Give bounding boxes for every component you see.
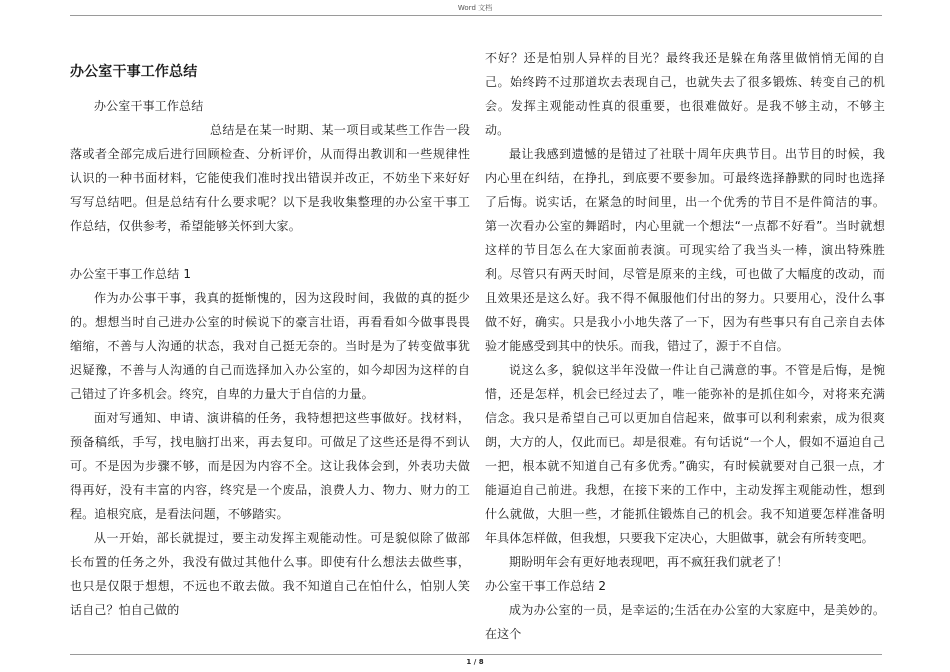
body-paragraph: 成为办公室的一员，是幸运的;生活在办公室的大家庭中，是美妙的。在这个: [485, 603, 885, 641]
body-paragraph: 面对写通知、申请、演讲稿的任务，我特想把这些事做好。找材料，预备稿纸，手写，找电脑打出来，再去复印。可做足了这些还是得不到认可。不是因为步骤不够，而是因为内容不全。这让我体会到，外表功夫做得再好，没有丰富的内容，终究是一个废品，浪费人力、物力、财力的工程。追根究底，是看法问题，不够踏实。: [70, 411, 470, 521]
body-paragraph: 期盼明年会有更好地表现吧，再不疯狂我们就老了！: [509, 555, 789, 569]
document-header: [0, 0, 950, 16]
body-paragraph: 说这么多，貌似这半年没做一件让自己满意的事。不管是后悔，是惋惜，还是怎样，机会已经过去了，唯一能弥补的是抓住如今，对将来充满信念。我只是希望自己可以更加自信起来，做事可以利利索索，成为很爽朗，大方的人，仅此而已。却是很难。有句话说“一个人，假如不逼迫自己一把，根本就不知道自己有多优秀。”确实，有时候就要对自己狠一点，才能逼迫自己前进。我想，在接下来的工作中，主动发挥主观能动性，想到什么就做，大胆一些，才能抓住锻炼自己的机会。我不知道要怎样准备明年具体怎样做，但我想，只要我下定决心，大胆做事，就会有所转变吧。: [485, 363, 885, 545]
body-paragraph: 作为办公事干事，我真的挺惭愧的，因为这段时间，我做的真的挺少的。想想当时自己进办公室的时候说下的豪言壮语，再看看如今做事畏畏缩缩，不善与人沟通的状态，我对自己挺无奈的。当时是为了转变做事犹迟疑豫，不善与人沟通的自己而选择加入办公室的，如今却因为这样的自己错过了许多机会。终究，自卑的力量大于自信的力量。: [70, 291, 470, 401]
header-divider: [70, 15, 882, 16]
intro-paragraph: 总结是在某一时期、某一项目或某些工作告一段落或者全部完成后进行回顾检查、分析评价，从而得出教训和一些规律性认识的一种书面材料，它能使我们准时找出错误并改正，不妨坐下来好好写写总结吧。但是总结有什么要求呢？以下是我收集整理的办公室干事工作总结，仅供参考，希望能够关怀到大家。: [70, 123, 470, 233]
page-number: 1 / 8: [466, 658, 484, 666]
footer-divider: [70, 654, 882, 655]
left-column: [70, 58, 470, 622]
section-heading-2: 办公室干事工作总结 2: [485, 579, 607, 593]
document-subtitle: 办公室干事工作总结: [94, 99, 204, 113]
body-paragraph-continued: 不好？还是怕别人异样的目光？最终我还是躲在角落里做悄悄无闻的自己。始终跨不过那道坎去表现自己，也就失去了很多锻炼、转变自己的机会。发挥主观能动性真的很重要，也很难做好。是我不够主动，不够主动。: [485, 51, 885, 137]
section-heading-1: 办公室干事工作总结 1: [70, 267, 192, 281]
blank-line: [70, 238, 470, 262]
header-label: Word 文档: [457, 4, 493, 12]
document-title: 办公室干事工作总结: [70, 64, 198, 80]
body-paragraph: 从一开始，部长就提过，要主动发挥主观能动性。可是貌似除了做部长布置的任务之外，我没有做过其他什么事。即使有什么想法去做些事，也只是仅限于想想，不远也不敢去做。我不知道自己在怕什么，怕别人笑话自己？怕自己做的: [70, 531, 470, 617]
right-column: [485, 46, 885, 646]
body-paragraph: 最让我感到遗憾的是错过了社联十周年庆典节目。出节目的时候，我内心里在纠结，在挣扎，到底要不要参加。可最终选择静默的同时也选择了后悔。说实话，在紧急的时间里，出一个优秀的节目不是件简洁的事。第一次看办公室的舞蹈时，内心里就一个想法“一点都不好看”。当时就想这样的节目怎么在大家面前表演。可现实给了我当头一棒，演出特殊胜利。尽管只有两天时间，尽管是原来的主线，可也做了大幅度的改动，而且效果还是这么好。我不得不佩服他们付出的努力。只要用心，没什么事做不好，确实。只是我小小地失落了一下，因为有些事只有自己亲自去体验才能感受到其中的快乐。而我，错过了，源于不自信。: [485, 147, 885, 353]
